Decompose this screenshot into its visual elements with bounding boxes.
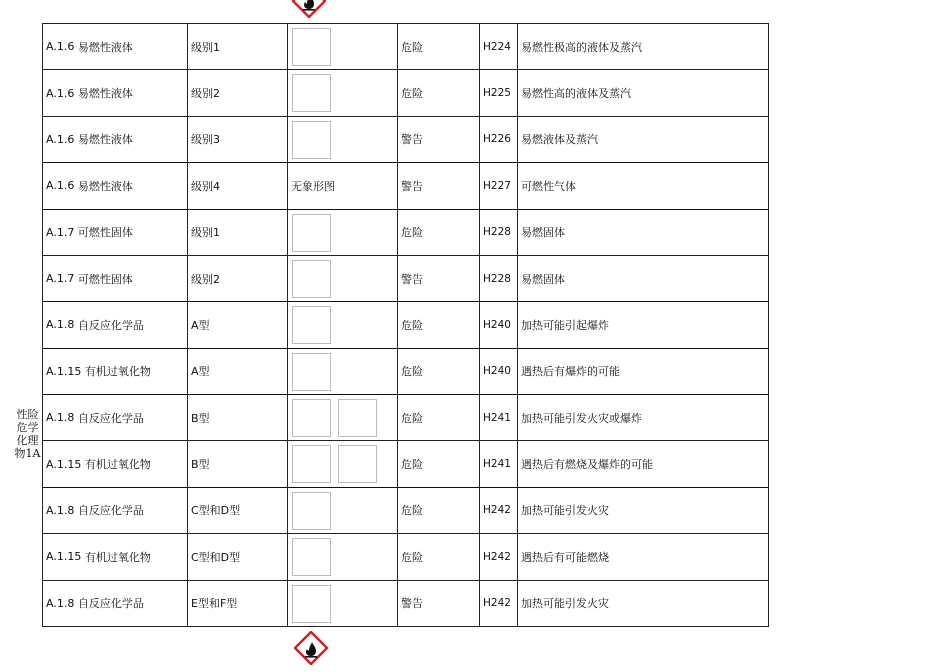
hazard-class-name: 自反应化学品	[77, 504, 144, 518]
signal-word: 危险	[401, 226, 423, 240]
pictogram-placeholder	[292, 492, 331, 530]
pictogram-cell	[287, 210, 397, 255]
hazard-class-name: 易燃性液体	[77, 40, 133, 54]
pictogram-cell	[287, 441, 397, 486]
pictogram-cell	[287, 534, 397, 579]
hazard-category: A型	[191, 318, 210, 332]
table-row	[42, 534, 768, 580]
hazard-statement-code: H242	[483, 550, 511, 563]
pictogram-placeholder	[292, 445, 331, 483]
hazard-class-name: 易燃性液体	[77, 133, 133, 147]
table-row	[42, 302, 768, 348]
hazard-class-code: A.1.6	[46, 86, 75, 100]
hazard-statement: 易燃液体及蒸汽	[521, 133, 598, 147]
hazard-statement: 易燃固体	[521, 226, 565, 240]
hazard-category: 级别1	[191, 226, 220, 240]
hazard-statement: 遇热后有爆炸的可能	[521, 365, 620, 379]
signal-word: 危险	[401, 40, 423, 54]
hazard-statement-code: H240	[483, 318, 511, 331]
hazard-statement: 易燃性极高的液体及蒸汽	[521, 40, 642, 54]
signal-word: 危险	[401, 550, 423, 564]
pictogram-placeholder	[292, 585, 331, 623]
pictogram-placeholder	[292, 214, 331, 252]
pictogram-cell	[287, 24, 397, 69]
hazard-statement: 加热可能引起爆炸	[521, 318, 609, 332]
hazard-statement: 加热可能引发火灾	[521, 504, 609, 518]
table-row	[42, 117, 768, 163]
hazard-class-cell	[42, 24, 187, 69]
pictogram-placeholder	[292, 399, 331, 437]
hazard-statement: 易燃性高的液体及蒸汽	[521, 87, 631, 101]
hazard-statement: 加热可能引发火灾	[521, 597, 609, 611]
pictogram-placeholder	[338, 399, 377, 437]
hazard-class-cell	[42, 210, 187, 255]
hazard-class-name: 自反应化学品	[77, 318, 144, 332]
side-category-column	[13, 23, 43, 626]
hazard-class-name: 可燃性固体	[77, 272, 133, 286]
signal-word: 危险	[401, 87, 423, 101]
hazard-class-cell	[42, 117, 187, 162]
hazard-class-name: 有机过氧化物	[84, 458, 151, 472]
hazard-class-name: 有机过氧化物	[84, 550, 151, 564]
pictogram-cell	[287, 395, 397, 440]
pictogram-placeholder	[338, 445, 377, 483]
hazard-class-code: A.1.8	[46, 503, 75, 517]
hazard-category: B型	[191, 411, 210, 425]
hazard-class-cell	[42, 70, 187, 115]
signal-word: 危险	[401, 411, 423, 425]
hazard-statement-code: H228	[483, 272, 511, 285]
hazard-class-code: A.1.8	[46, 411, 75, 425]
hazard-class-cell	[42, 349, 187, 394]
hazard-class-code: A.1.8	[46, 318, 75, 332]
signal-word: 危险	[401, 504, 423, 518]
table-row	[42, 488, 768, 534]
hazard-category: E型和F型	[191, 597, 238, 611]
hazard-statement: 可燃性气体	[521, 179, 576, 193]
hazard-class-cell	[42, 163, 187, 208]
hazard-class-name: 自反应化学品	[77, 597, 144, 611]
pictogram-cell	[287, 163, 397, 208]
hazard-statement-code: H224	[483, 40, 511, 53]
flame-hazard-icon	[292, 0, 326, 18]
table-row	[42, 210, 768, 256]
hazard-category: 级别2	[191, 87, 220, 101]
pictogram-placeholder	[292, 260, 331, 298]
hazard-statement: 遇热后有燃烧及爆炸的可能	[521, 458, 653, 472]
hazard-class-code: A.1.6	[46, 132, 75, 146]
hazard-class-code: A.1.6	[46, 40, 75, 54]
hazard-class-name: 可燃性固体	[77, 226, 133, 240]
hazard-class-name: 易燃性液体	[77, 179, 133, 193]
hazard-statement: 加热可能引发火灾或爆炸	[521, 411, 642, 425]
pictogram-cell	[287, 488, 397, 533]
hazard-statement-code: H241	[483, 411, 511, 424]
hazard-class-code: A.1.8	[46, 596, 75, 610]
table-row	[42, 24, 768, 70]
signal-word: 危险	[401, 365, 423, 379]
pictogram-placeholder	[292, 74, 331, 112]
hazard-class-code: A.1.6	[46, 179, 75, 193]
table-row	[42, 349, 768, 395]
table-row	[42, 395, 768, 441]
pictogram-placeholder	[292, 538, 331, 576]
hazard-class-cell	[42, 488, 187, 533]
pictogram-placeholder	[292, 353, 331, 391]
flame-hazard-icon	[294, 631, 328, 665]
signal-word: 危险	[401, 458, 423, 472]
pictogram-cell	[287, 117, 397, 162]
hazard-category: C型和D型	[191, 550, 241, 564]
hazard-class-name: 易燃性液体	[77, 87, 133, 101]
pictogram-cell	[287, 581, 397, 626]
table-row	[42, 581, 768, 627]
hazard-class-cell	[42, 395, 187, 440]
hazard-class-cell	[42, 534, 187, 579]
hazard-statement: 遇热后有可能燃烧	[521, 550, 609, 564]
hazard-category: C型和D型	[191, 504, 241, 518]
pictogram-placeholder	[292, 28, 331, 66]
hazard-statement-code: H242	[483, 504, 511, 517]
table-row	[42, 441, 768, 487]
hazard-class-code: A.1.7	[46, 225, 75, 239]
hazard-statement-code: H240	[483, 365, 511, 378]
hazard-class-name: 有机过氧化物	[84, 365, 151, 379]
hazard-statement: 易燃固体	[521, 272, 565, 286]
hazard-statement-code: H226	[483, 133, 511, 146]
hazard-category: 级别4	[191, 179, 220, 193]
hazard-category: 级别3	[191, 133, 220, 147]
table-row	[42, 163, 768, 209]
hazard-table	[42, 23, 769, 627]
hazard-class-name: 自反应化学品	[77, 411, 144, 425]
pictogram-cell	[287, 70, 397, 115]
hazard-statement-code: H228	[483, 226, 511, 239]
signal-word: 警告	[401, 133, 423, 147]
pictogram-cell	[287, 256, 397, 301]
hazard-category: A型	[191, 365, 210, 379]
signal-word: 警告	[401, 179, 423, 193]
hazard-category: 级别1	[191, 40, 220, 54]
pictogram-placeholder	[292, 121, 331, 159]
signal-word: 危险	[401, 318, 423, 332]
pictogram-cell	[287, 302, 397, 347]
hazard-class-code: A.1.15	[46, 550, 82, 564]
signal-word: 警告	[401, 597, 423, 611]
pictogram-placeholder	[292, 306, 331, 344]
hazard-class-code: A.1.7	[46, 272, 75, 286]
table-row	[42, 70, 768, 116]
hazard-class-cell	[42, 441, 187, 486]
no-pictogram-text: 无象形图	[291, 179, 335, 193]
hazard-statement-code: H241	[483, 458, 511, 471]
hazard-category: B型	[191, 458, 210, 472]
signal-word: 警告	[401, 272, 423, 286]
pictogram-cell	[287, 349, 397, 394]
hazard-class-cell	[42, 302, 187, 347]
hazard-class-cell	[42, 256, 187, 301]
side-category-label: 性险危学化理物1A	[14, 408, 41, 460]
hazard-class-code: A.1.15	[46, 457, 82, 471]
hazard-class-cell	[42, 581, 187, 626]
table-row	[42, 256, 768, 302]
hazard-statement-code: H227	[483, 179, 511, 192]
hazard-statement-code: H242	[483, 597, 511, 610]
hazard-class-code: A.1.15	[46, 364, 82, 378]
hazard-category: 级别2	[191, 272, 220, 286]
hazard-statement-code: H225	[483, 87, 511, 100]
